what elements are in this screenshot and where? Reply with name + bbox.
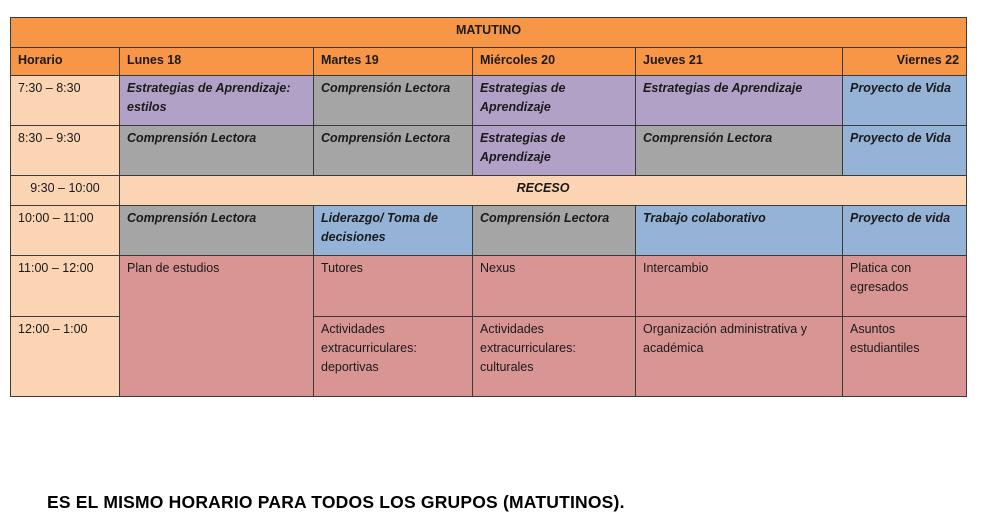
table-row [11,126,967,176]
recess-row [11,176,967,206]
schedule-cell: Actividades extracurriculares: deportivas [314,317,473,397]
schedule-cell: Platica con egresados [843,256,967,317]
time-slot: 11:00 – 12:00 [11,256,120,317]
schedule-cell: Estrategias de Aprendizaje [473,76,636,126]
schedule-cell: Nexus [473,256,636,317]
schedule-cell: Proyecto de Vida [843,126,967,176]
time-slot: 10:00 – 11:00 [11,206,120,256]
schedule-cell: Estrategias de Aprendizaje: estilos [120,76,314,126]
schedule-cell: Proyecto de Vida [843,76,967,126]
schedule-cell: Comprensión Lectora [120,206,314,256]
schedule-cell: Actividades extracurriculares: culturales [473,317,636,397]
schedule-cell: Estrategias de Aprendizaje [636,76,843,126]
header-miercoles: Miércoles 20 [473,48,636,76]
schedule-cell: Comprensión Lectora [120,126,314,176]
table-title: MATUTINO [11,18,967,48]
time-slot: 9:30 – 10:00 [11,176,120,206]
schedule-cell: Proyecto de vida [843,206,967,256]
schedule-cell: Intercambio [636,256,843,317]
schedule-cell: Liderazgo/ Toma de decisiones [314,206,473,256]
schedule-cell: Organización administrativa y académica [636,317,843,397]
schedule-cell: Trabajo colaborativo [636,206,843,256]
table-row [11,206,967,256]
footnote: ES EL MISMO HORARIO PARA TODOS LOS GRUPOS (MATUTINOS). [47,492,625,512]
time-slot: 12:00 – 1:00 [11,317,120,397]
table-row [11,256,967,317]
header-martes: Martes 19 [314,48,473,76]
time-slot: 7:30 – 8:30 [11,76,120,126]
schedule-cell: Comprensión Lectora [314,76,473,126]
schedule-cell: Comprensión Lectora [473,206,636,256]
schedule-cell: Estrategias de Aprendizaje [473,126,636,176]
schedule-cell: Comprensión Lectora [314,126,473,176]
header-viernes: Viernes 22 [843,48,967,76]
schedule-cell: Comprensión Lectora [636,126,843,176]
schedule-cell-plan: Plan de estudios [120,256,314,397]
recess-cell: RECESO [120,176,967,206]
header-horario: Horario [11,48,120,76]
header-row [11,48,967,76]
schedule-cell: Asuntos estudiantiles [843,317,967,397]
header-lunes: Lunes 18 [120,48,314,76]
schedule-table [10,17,967,397]
schedule-cell: Tutores [314,256,473,317]
time-slot: 8:30 – 9:30 [11,126,120,176]
header-jueves: Jueves 21 [636,48,843,76]
table-row [11,76,967,126]
